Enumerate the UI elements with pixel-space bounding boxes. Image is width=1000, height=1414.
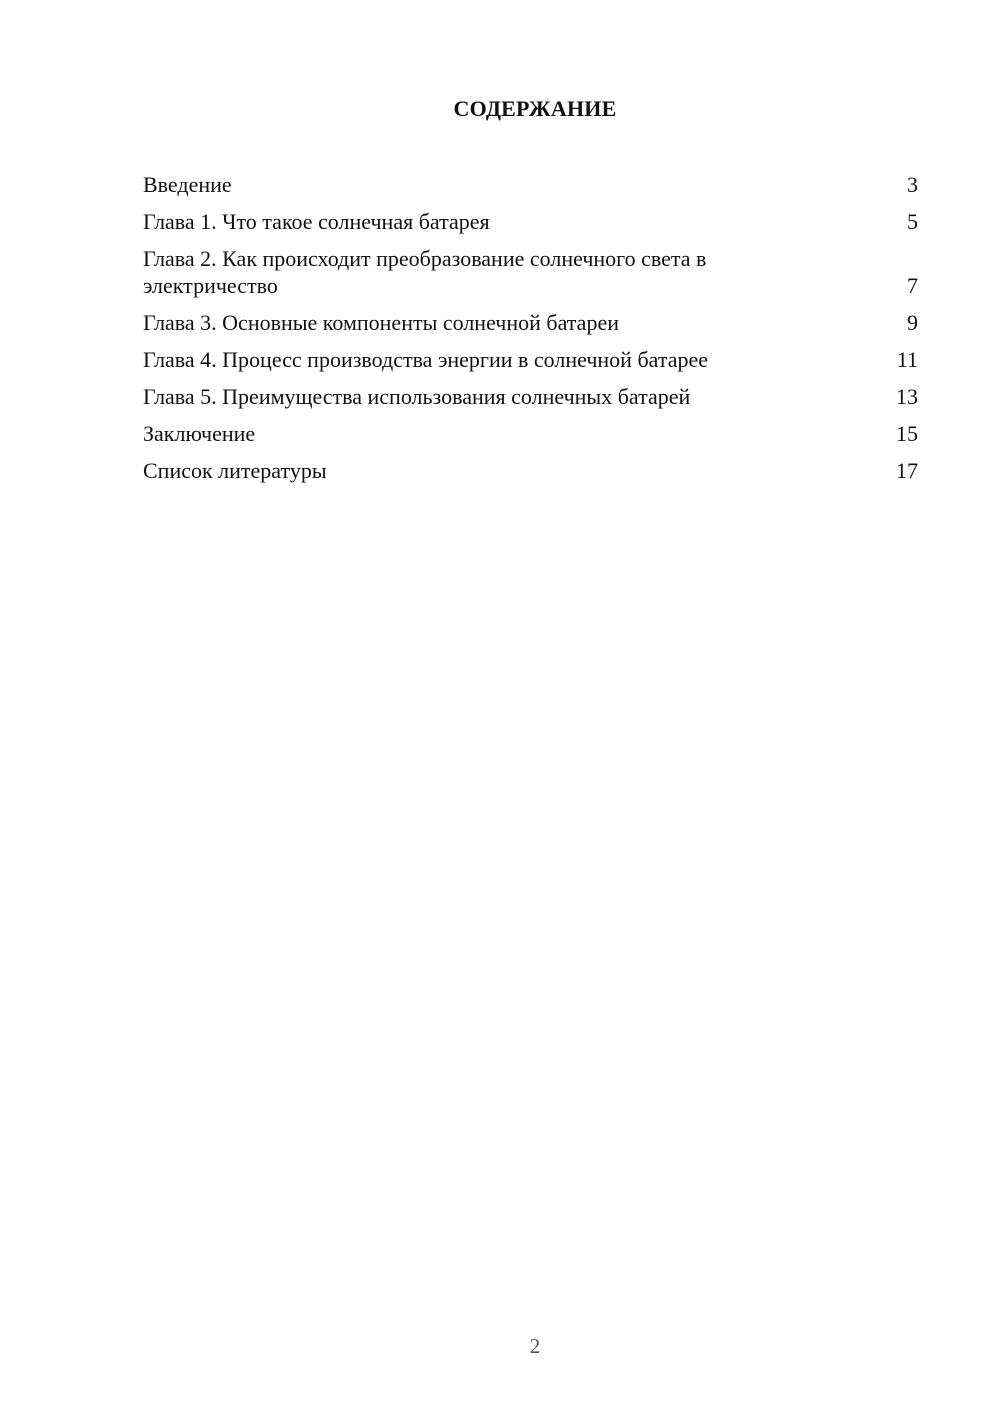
toc-entry-conclusion[interactable]	[143, 420, 918, 447]
toc-entry-chapter-3[interactable]	[143, 309, 918, 336]
toc-entry-page: 7	[907, 273, 918, 298]
toc-entry-label: Глава 2. Как происходит преобразование солнечного света в электричество	[143, 246, 707, 298]
toc-entry-label: Глава 5. Преимущества использования солнечных батарей	[143, 384, 691, 409]
table-of-contents	[143, 171, 918, 494]
toc-entry-page: 3	[907, 172, 918, 197]
toc-entry-chapter-5[interactable]	[143, 383, 918, 410]
toc-entry-label: Список литературы	[143, 458, 327, 483]
toc-entry-references[interactable]	[143, 457, 918, 484]
toc-entry-page: 9	[907, 310, 918, 335]
toc-entry-page: 13	[896, 384, 918, 409]
toc-entry-page: 15	[896, 421, 918, 446]
toc-entry-label: Заключение	[143, 421, 256, 446]
page-number: 2	[529, 1334, 541, 1358]
toc-entry-label: Глава 3. Основные компоненты солнечной батареи	[143, 310, 619, 335]
toc-entry-label: Глава 1. Что такое солнечная батарея	[143, 209, 490, 234]
toc-entry-page: 11	[896, 347, 918, 372]
toc-entry-label: Введение	[143, 172, 232, 197]
toc-entry-page: 17	[896, 458, 918, 483]
toc-entry-chapter-4[interactable]	[143, 346, 918, 373]
toc-entry-introduction[interactable]	[143, 171, 918, 198]
toc-entry-label: Глава 4. Процесс производства энергии в солнечной батарее	[143, 347, 709, 372]
toc-title: СОДЕРЖАНИЕ	[453, 96, 617, 121]
toc-entry-page: 5	[907, 209, 918, 234]
toc-entry-chapter-1[interactable]	[143, 208, 918, 235]
toc-entry-chapter-2[interactable]	[143, 245, 918, 299]
